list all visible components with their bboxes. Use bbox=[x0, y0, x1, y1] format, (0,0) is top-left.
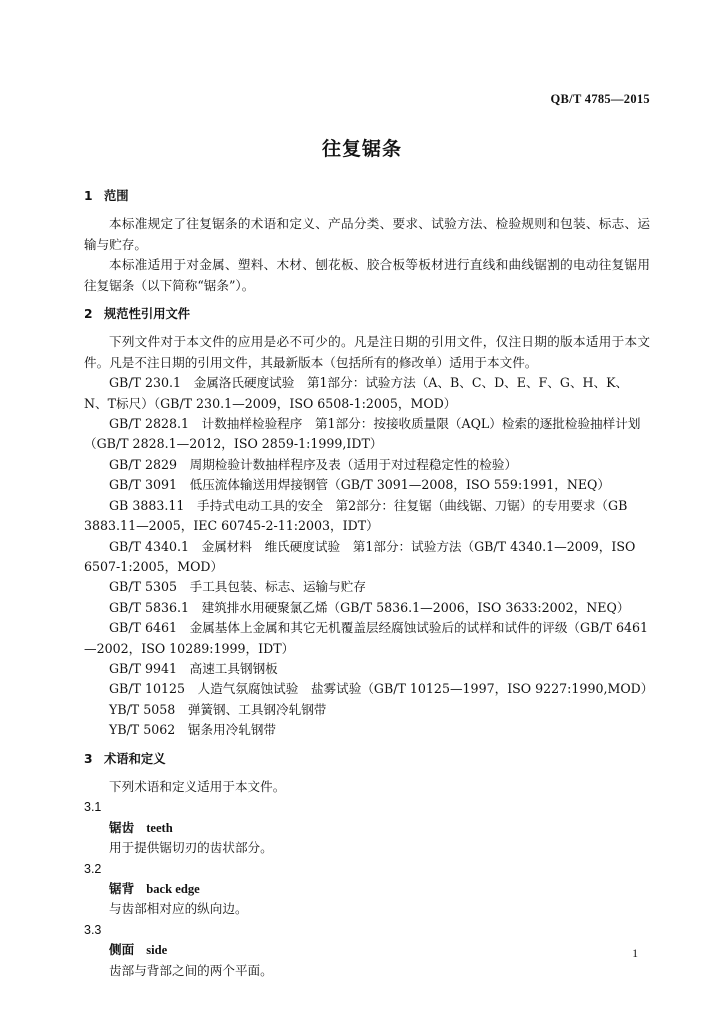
term-chinese: 侧面 bbox=[109, 942, 135, 958]
reference-item: GB/T 5836.1 建筑排水用硬聚氯乙烯（GB/T 5836.1—2006，ISO 3633:2002，NEQ） bbox=[109, 599, 630, 615]
reference-item: YB/T 5062 锯条用冷轧钢带 bbox=[109, 722, 277, 738]
reference-item: GB/T 5305 手工具包装、标志、运输与贮存 bbox=[109, 579, 366, 595]
reference-item: GB/T 6461 金属基体上金属和其它无机覆盖层经腐蚀试验后的试样和试件的评级（GB/T 6461—2002，ISO 10289:1999，IDT） bbox=[84, 620, 649, 656]
section-title: 范围 bbox=[104, 189, 129, 203]
reference-item: GB/T 4340.1 金属材料 维氏硬度试验 第1部分：试验方法（GB/T 4340.1—2009，ISO 6507-1:2005，MOD） bbox=[84, 538, 636, 574]
reference-item: GB 3883.11 手持式电动工具的安全 第2部分：往复锯（曲线锯、刀锯）的专用要求（GB 3883.11—2005，IEC 60745-2-11:2003，IDT） bbox=[84, 497, 628, 534]
section-number: 2 bbox=[84, 307, 93, 322]
reference-item: GB/T 3091 低压流体输送用焊接钢管（GB/T 3091—2008，ISO 559:1991，NEQ） bbox=[109, 477, 610, 493]
term-number: 3.1 bbox=[84, 800, 102, 815]
term-definition: 用于提供锯切刃的齿状部分。 bbox=[109, 840, 273, 856]
page-number: 1 bbox=[632, 948, 638, 960]
reference-item: GB/T 2828.1 计数抽样检验程序 第1部分：按接收质量限（AQL）检索的逐批检验抽样计划（GB/T 2828.1—2012，ISO 2859-1:1999,IDT） bbox=[84, 416, 641, 452]
term-chinese: 锯背 bbox=[109, 881, 135, 896]
references-intro: 下列文件对于本文件的应用是必不可少的。凡是注日期的引用文件，仅注日期的版本适用于本文件。凡是不注日期的引用文件，其最新版本（包括所有的修改单）适用于本文件。 bbox=[84, 334, 650, 370]
term-english: back edge bbox=[146, 882, 200, 896]
term-number: 3.2 bbox=[84, 861, 102, 876]
section-title: 规范性引用文件 bbox=[104, 307, 191, 322]
term-definition: 齿部与背部之间的两个平面。 bbox=[109, 962, 273, 978]
standard-number: QB/T 4785—2015 bbox=[550, 92, 650, 106]
section-number: 3 bbox=[84, 751, 93, 766]
terms-intro: 下列术语和定义适用于本文件。 bbox=[109, 778, 286, 794]
reference-item: GB/T 2829 周期检验计数抽样程序及表（适用于对过程稳定性的检验） bbox=[109, 456, 518, 472]
term-definition: 与齿部相对应的纵向边。 bbox=[109, 901, 248, 917]
reference-item: GB/T 10125 人造气氛腐蚀试验 盐雾试验（GB/T 10125—1997，ISO 9227:1990,MOD） bbox=[109, 681, 654, 697]
section-title: 术语和定义 bbox=[104, 751, 166, 766]
section-1-heading bbox=[84, 186, 650, 206]
document-title: 往复锯条 bbox=[321, 138, 402, 160]
scope-paragraph-2: 本标准适用于对金属、塑料、木材、刨花板、胶合板等板材进行直线和曲线锯割的电动往复锯用往复锯条（以下简称“锯条”）。 bbox=[84, 257, 650, 293]
document-body bbox=[84, 186, 654, 981]
reference-item: GB/T 9941 高速工具钢钢板 bbox=[109, 660, 278, 676]
scope-paragraph-1: 本标准规定了往复锯条的术语和定义、产品分类、要求、试验方法、检验规则和包装、标志、运输与贮存。 bbox=[84, 216, 650, 252]
term-heading bbox=[84, 879, 650, 899]
term-english: teeth bbox=[146, 820, 173, 835]
reference-item: YB/T 5058 弹簧钢、工具钢冷轧钢带 bbox=[109, 701, 327, 717]
reference-item: GB/T 230.1 金属洛氏硬度试验 第1部分：试验方法（A、B、C、D、E、F、G、H、K、N、T标尺）（GB/T 230.1—2009，ISO 6508-1:2005，MOD） bbox=[84, 375, 629, 411]
term-english: side bbox=[146, 943, 168, 958]
term-number: 3.3 bbox=[84, 922, 102, 937]
section-number: 1 bbox=[84, 189, 93, 203]
term-heading bbox=[84, 818, 650, 838]
term-heading bbox=[84, 940, 650, 960]
term-chinese: 锯齿 bbox=[109, 819, 135, 835]
section-2-heading bbox=[84, 304, 650, 324]
section-3-heading bbox=[84, 749, 650, 769]
